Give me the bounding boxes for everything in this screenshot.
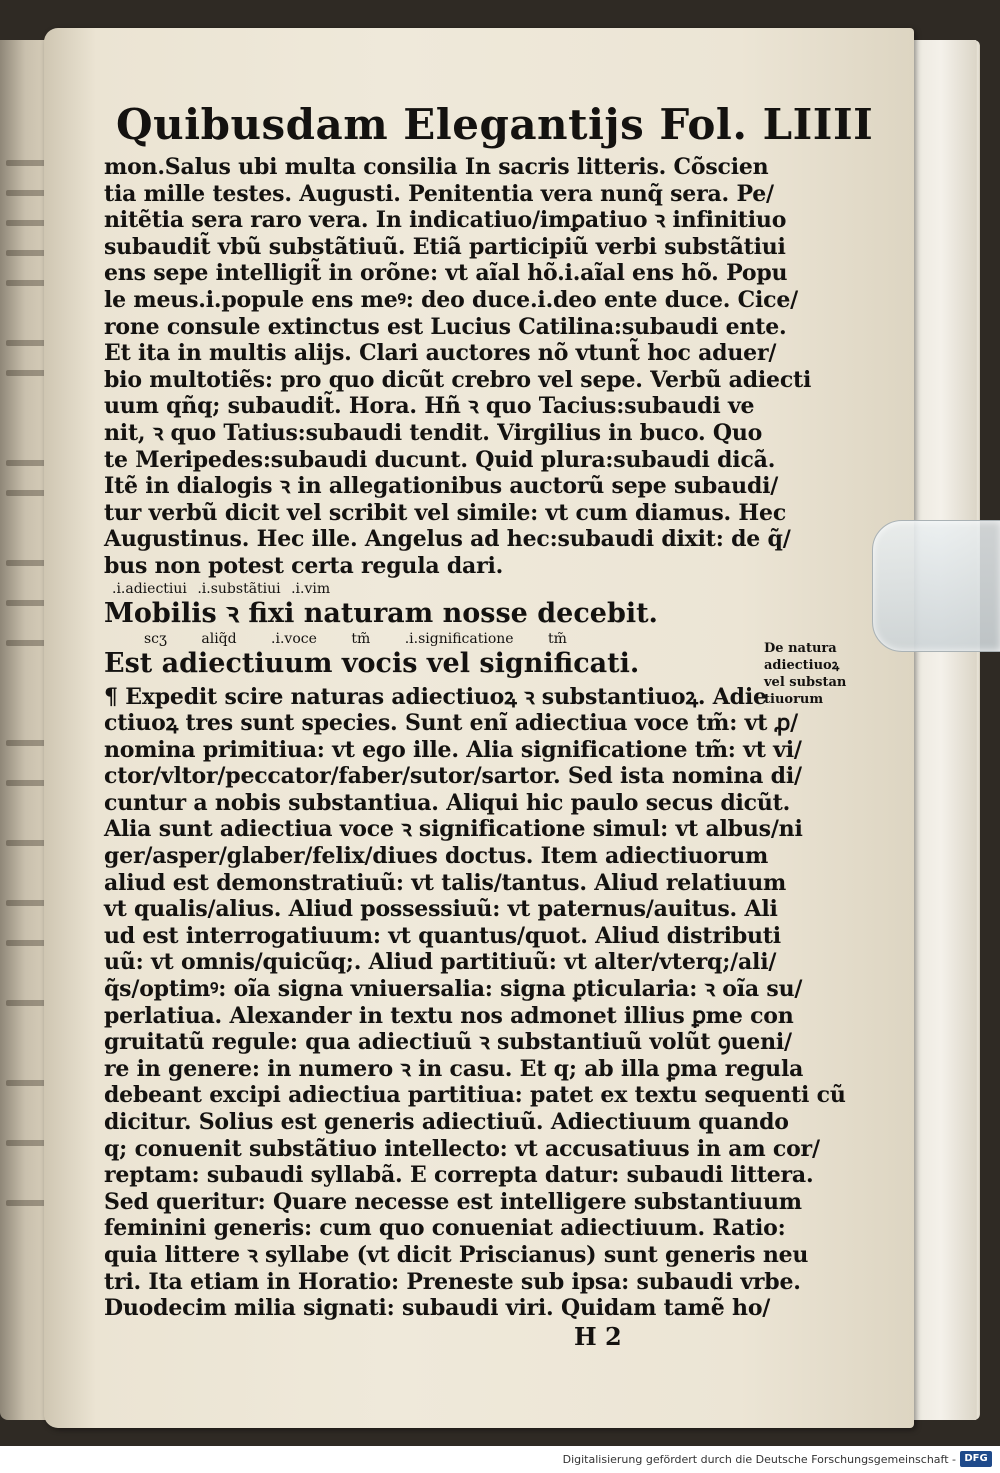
marginal-note-line: vel substan <box>764 675 847 690</box>
text-line: ¶ Expedit scire naturas adiectiuoꝝ ꝛ substantiuoꝝ. Adie <box>104 683 767 710</box>
text-line: te Meripedes:subaudi ducunt. Quid plura:subaudi dicã. <box>104 446 776 473</box>
text-lines-top <box>104 154 814 580</box>
text-line: Sed queritur: Quare necesse est intelligere substantiuum <box>104 1188 802 1215</box>
text-line: feminini generis: cum quo conueniat adiectiuum. Ratio: <box>104 1215 786 1242</box>
text-line: quia littere ꝛ syllabe (vt dicit Priscianus) sunt generis neu <box>104 1241 809 1268</box>
verse-line-2: Est adiectiuum vocis vel significati. <box>104 647 640 679</box>
text-line: Duodecim milia signati: subaudi viri. Quidam tamẽ ho/ <box>104 1295 771 1322</box>
text-line: bio multotiẽs: pro quo dicũt crebro vel sepe. Verbũ adiecti <box>104 366 812 393</box>
text-line: uum qñq; subaudit̃. Hora. Hñ ꝛ quo Tacius:subaudi ve <box>104 393 755 420</box>
text-line: dicitur. Solius est generis adiectiuũ. Adiectiuum quando <box>104 1109 789 1135</box>
text-line: q; conuenit substãtiuo intellecto: vt accusatiuus in am cor/ <box>104 1135 820 1162</box>
dfg-logo: DFG <box>960 1451 992 1467</box>
text-line: ctiuoꝝ tres sunt species. Sunt enĩ adiectiua voce tm̃: vt ꝓ/ <box>104 710 798 737</box>
text-line: vt qualis/alius. Aliud possessiuũ: vt paternus/auitus. Ali <box>104 896 778 923</box>
signature-mark: H 2 <box>574 1321 622 1351</box>
text-line: Et ita in multis alijs. Clari auctores nõ vtunt̃ hoc aduer/ <box>104 340 777 367</box>
marginal-note-line: De natura <box>764 641 837 656</box>
text-line: ger/asper/glaber/felix/diues doctus. Item adiectiuorum <box>104 843 769 870</box>
text-line: mon.Salus ubi multa consilia In sacris litteris. Cõscien <box>104 154 769 180</box>
text-line: debeant excipi adiectiua partitiua: patet ex textu sequenti cũ <box>104 1082 846 1109</box>
book-page <box>44 28 914 1428</box>
interlinear-gloss-1: .i.adiectiui .i.substãtiui .i.vim <box>112 580 331 597</box>
text-line: reptam: subaudi syllabã. E correpta datur: subaudi littera. <box>104 1162 814 1189</box>
marginal-note <box>764 640 884 708</box>
page-text-block <box>104 98 874 1351</box>
text-line: ens sepe intelligit̃ in orõne: vt aĩal hõ.i.aĩal ens hõ. Popu <box>104 260 788 287</box>
vellum-cover <box>905 40 976 1420</box>
interlinear-gloss-2: scʒ aliq̃d .i.voce tm̃ .i.significatione tm̃ <box>144 630 567 647</box>
text-lines-bottom <box>104 683 846 1322</box>
text-line: tia mille testes. Augusti. Penitentia vera nunq̃ sera. Pe/ <box>104 180 774 207</box>
footer-bar <box>0 1446 1000 1473</box>
text-line: aliud est demonstratiuũ: vt talis/tantus. Aliud relatiuum <box>104 869 787 896</box>
text-line: cuntur a nobis substantiua. Aliqui hic paulo secus dicũt. <box>104 789 791 816</box>
text-line: Itẽ in dialogis ꝛ in allegationibus auctorũ sepe subaudi/ <box>104 473 779 500</box>
text-line: ud est interrogatiuum: vt quantus/quot. Aliud distributi <box>104 922 781 949</box>
text-line: nit, ꝛ quo Tatius:subaudi tendit. Virgilius in buco. Quo <box>104 419 763 446</box>
text-line: ctor/vltor/peccator/faber/sutor/sartor. Sed ista nomina di/ <box>104 763 802 790</box>
text-line: q̃s/optimꝰ: oĩa signa vniuersalia: signa ꝑticularia: ꝛ oĩa su/ <box>104 976 803 1003</box>
text-line: nomina primitiua: vt ego ille. Alia significatione tm̃: vt vi/ <box>104 736 802 763</box>
text-line: bus non potest certa regula dari. <box>104 552 504 579</box>
footer-credit: Digitalisierung gefördert durch die Deutsche Forschungsgemeinschaft - <box>562 1453 956 1466</box>
text-line: tur verbũ dicit vel scribit vel simile: vt cum diamus. Hec <box>104 499 787 526</box>
running-head: Quibusdam Elegantijs Fol. LIIII <box>116 100 874 149</box>
text-line: tri. Ita etiam in Horatio: Preneste sub ipsa: subaudi vrbe. <box>104 1268 801 1295</box>
verse-line-1: Mobilis ꝛ fixi naturam nosse decebit. <box>104 597 658 629</box>
marginal-note-line: adiectiuoꝝ <box>764 658 840 673</box>
text-line: nitẽtia sera raro vera. In indicatiuo/imꝑatiuo ꝛ infinitiuo <box>104 207 787 234</box>
text-line: uũ: vt omnis/quicũq;. Aliud partitiuũ: vt alter/vterq;/ali/ <box>104 949 777 976</box>
marginal-note-line: tiuorum <box>764 692 824 707</box>
text-line: subaudit̃ vbũ substãtiuũ. Etiã participiũ verbi substãtiui <box>104 233 786 260</box>
text-line: perlatiua. Alexander in textu nos admonet illius ꝑme con <box>104 1002 794 1029</box>
page-clip <box>872 520 1000 652</box>
text-line: gruitatũ regule: qua adiectiuũ ꝛ substantiuũ volũt ꝯueni/ <box>104 1029 792 1056</box>
text-line: re in genere: in numero ꝛ in casu. Et q; ab illa ꝑma regula <box>104 1055 804 1082</box>
text-line: le meus.i.popule ens meꝰ: deo duce.i.deo ente duce. Cice/ <box>104 286 798 313</box>
text-line: Augustinus. Hec ille. Angelus ad hec:subaudi dixit: de q̃/ <box>104 526 791 553</box>
text-line: rone consule extinctus est Lucius Catilina:subaudi ente. <box>104 313 787 340</box>
text-line: Alia sunt adiectiua voce ꝛ significatione simul: vt albus/ni <box>104 816 803 843</box>
